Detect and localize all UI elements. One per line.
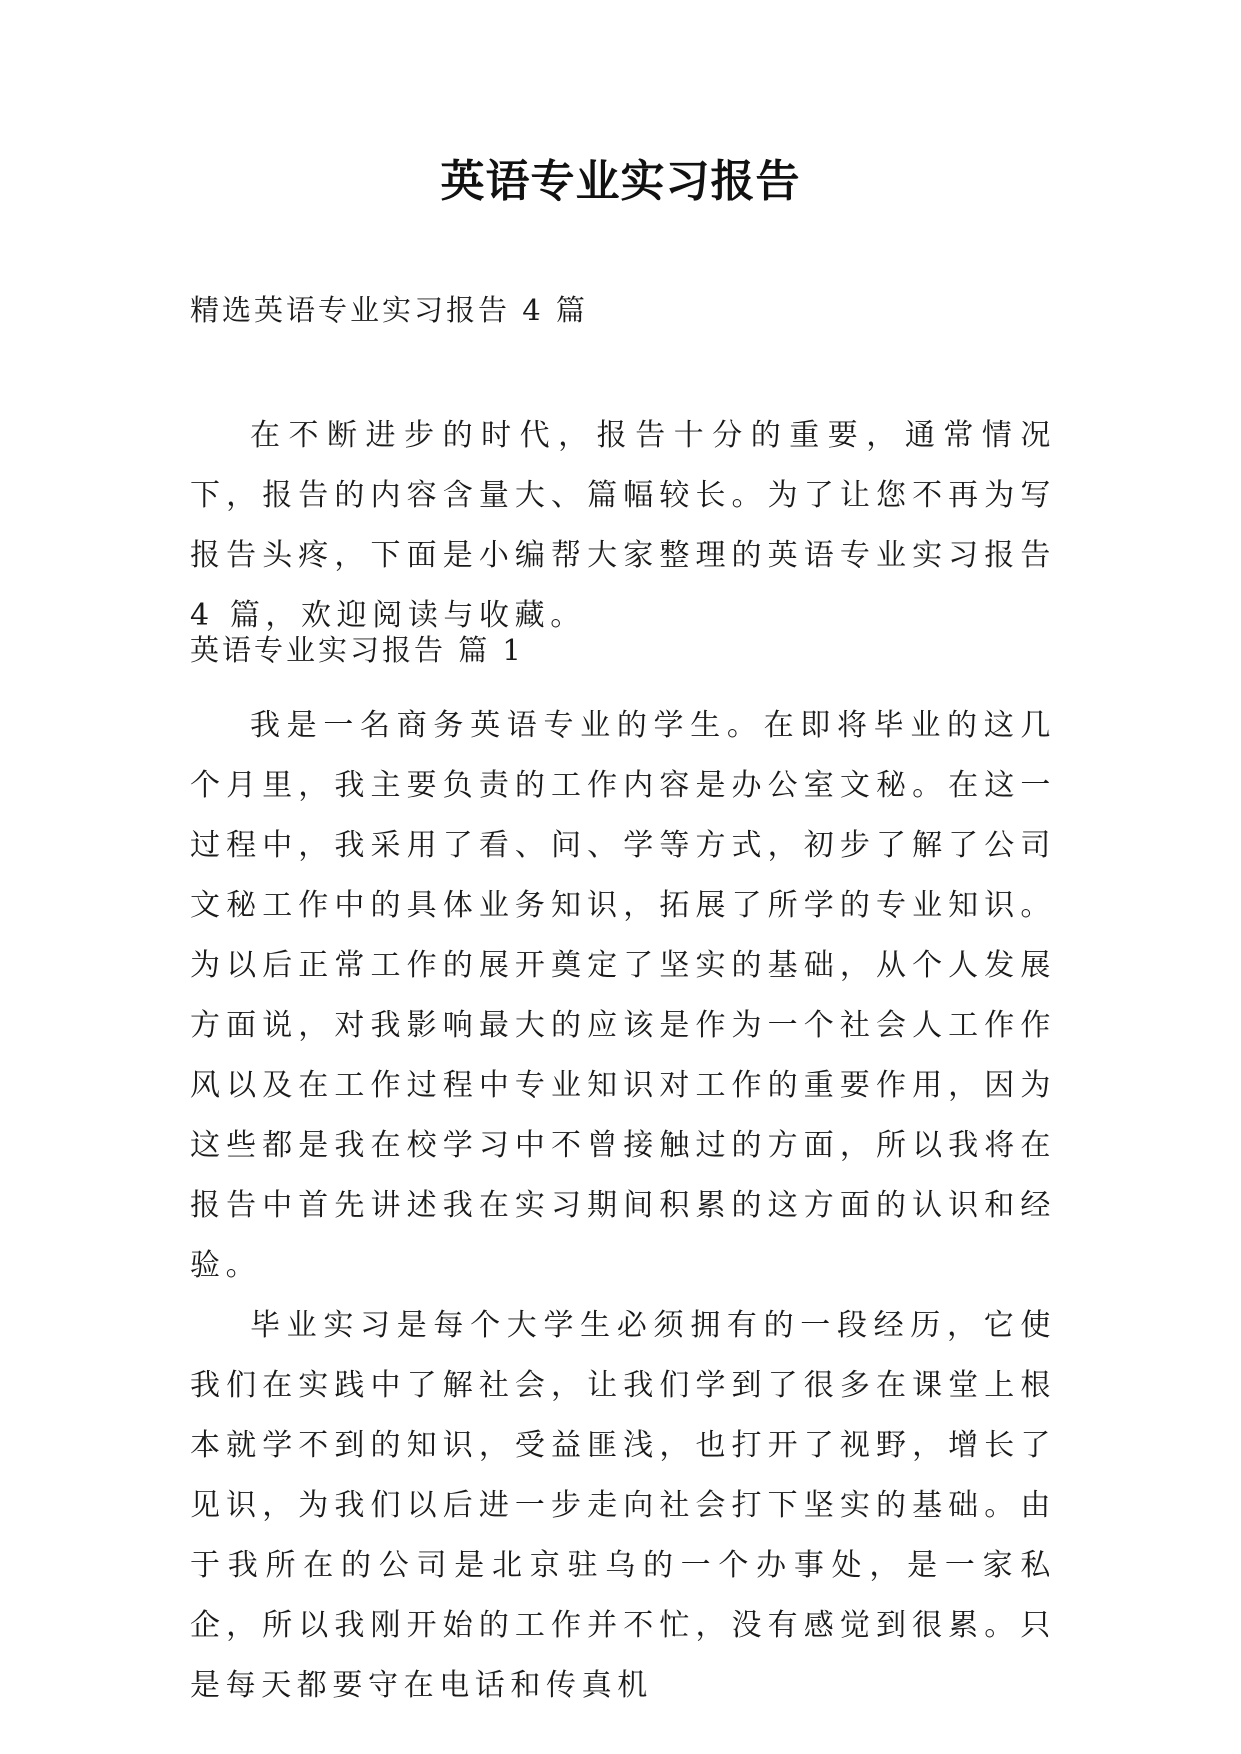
document-title: 英语专业实习报告 bbox=[440, 156, 801, 207]
body-paragraph-2: 毕业实习是每个大学生必须拥有的一段经历，它使我们在实践中了解社会，让我们学到了很多在课堂上根本就学不到的知识，受益匪浅，也打开了视野，增长了见识，为我们以后进一步走向社会打下坚实的基础。由于我所在的公司是北京驻乌的一个办事处，是一家私企，所以我刚开始的工作并不忙，没有感觉到很累。只是每天都要守在电话和传真机 bbox=[190, 1308, 1056, 1703]
body-paragraph-1: 我是一名商务英语专业的学生。在即将毕业的这几个月里，我主要负责的工作内容是办公室文秘。在这一过程中，我采用了看、问、学等方式，初步了解了公司文秘工作中的具体业务知识，拓展了所学的专业知识。为以后正常工作的展开奠定了坚实的基础，从个人发展方面说，对我影响最大的应该是作为一个社会人工作作风以及在工作过程中专业知识对工作的重要作用，因为这些都是我在校学习中不曾接触过的方面，所以我将在报告中首先讲述我在实习期间积累的这方面的认识和经验。 bbox=[190, 708, 1056, 1283]
intro-block bbox=[190, 406, 1056, 646]
intro-paragraph: 在不断进步的时代，报告十分的重要，通常情况下，报告的内容含量大、篇幅较长。为了让您不再为写报告头疼，下面是小编帮大家整理的英语专业实习报告 4 篇，欢迎阅读与收藏。 bbox=[190, 418, 1056, 633]
section-body bbox=[190, 696, 1056, 1716]
document-subtitle: 精选英语专业实习报告 4 篇 bbox=[190, 293, 588, 327]
section-heading: 英语专业实习报告 篇 1 bbox=[190, 633, 524, 667]
